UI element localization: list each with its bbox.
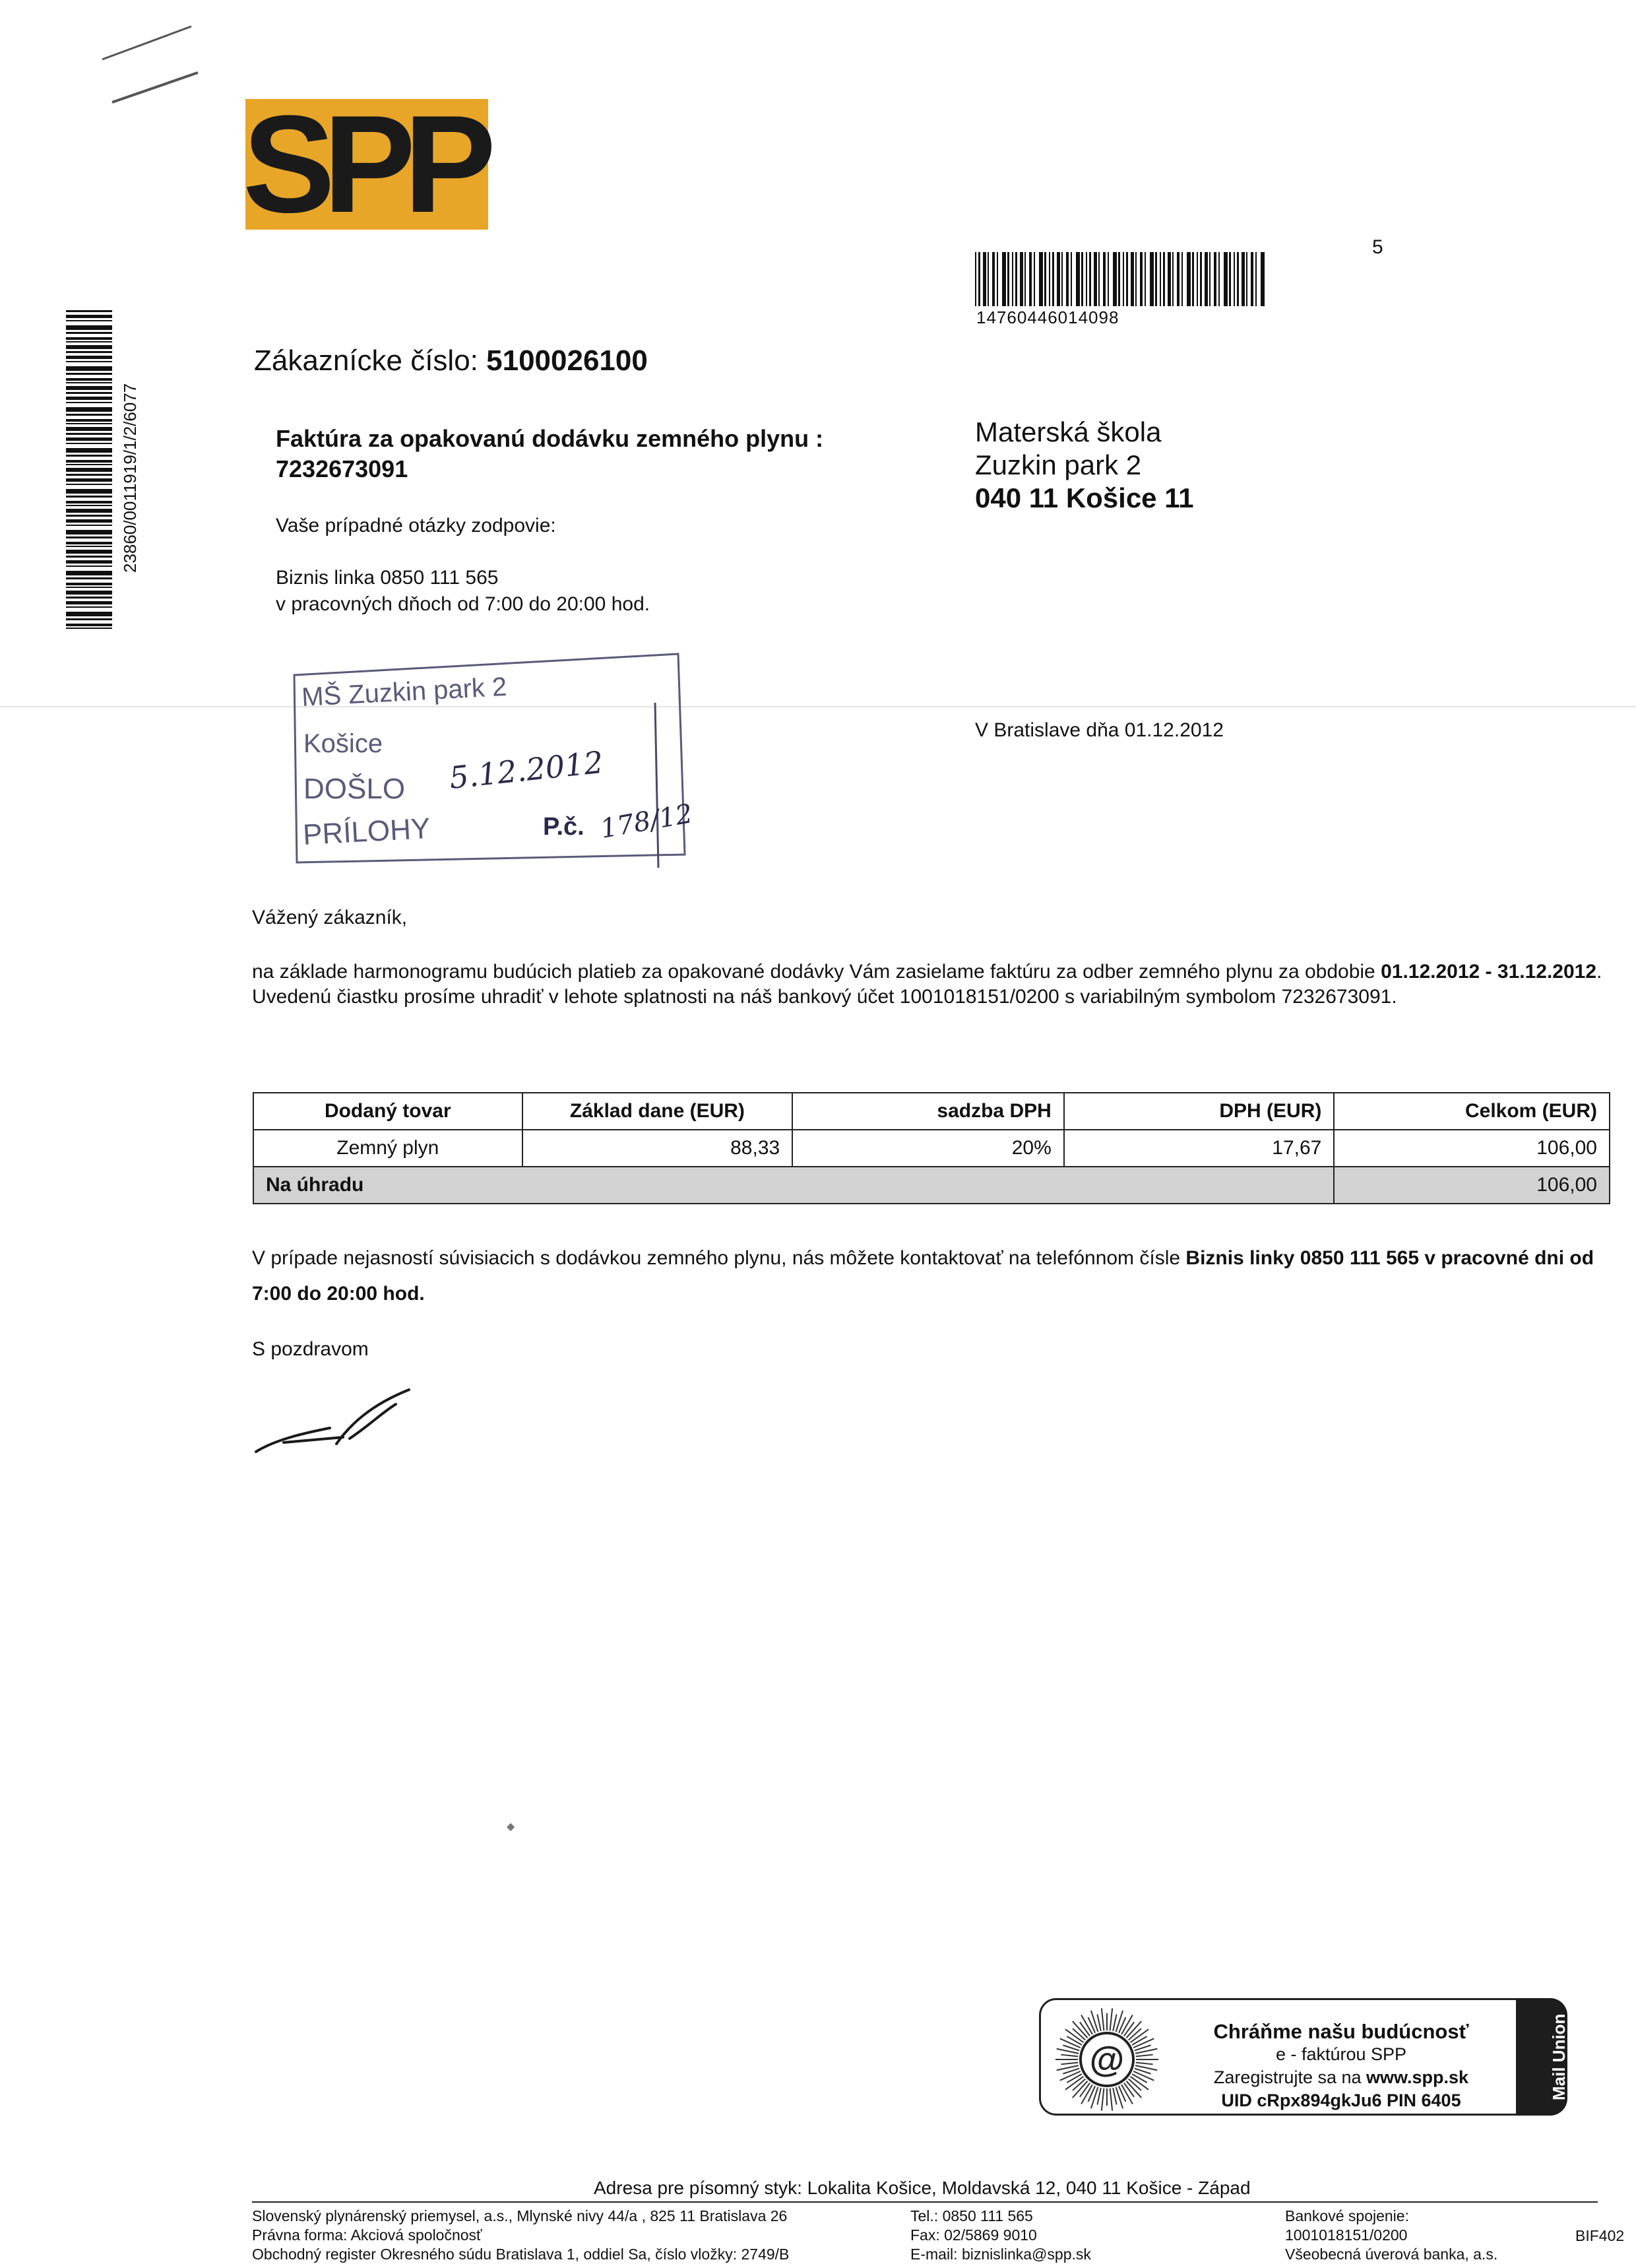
spp-logo xyxy=(242,86,488,242)
footer-address: Adresa pre písomný styk: Lokalita Košice, Moldavská 12, 040 11 Košice - Západ xyxy=(594,2178,1251,2198)
stamp-date-handwritten: 5.12.2012 xyxy=(447,744,605,796)
barcode-number: 14760446014098 xyxy=(976,308,1119,327)
table-header-row xyxy=(253,1093,1610,1130)
footer-bank xyxy=(1285,2207,1497,2264)
table-row xyxy=(253,1130,1610,1167)
promo-line-3 xyxy=(1199,2066,1483,2089)
addressee-street: Zuzkin park 2 xyxy=(975,449,1142,480)
contact-paragraph xyxy=(252,1241,1604,1312)
col-total: Celkom (EUR) xyxy=(1334,1093,1610,1130)
invoice-title-block xyxy=(276,424,823,484)
greeting: Vážený zákazník, xyxy=(252,907,408,928)
promo-line-1: Chráňme našu budúcnosť xyxy=(1213,2020,1469,2043)
mail-union-badge xyxy=(1516,1998,1567,2116)
customer-number-label: Zákaznícke číslo: xyxy=(254,344,478,377)
footer-contacts xyxy=(910,2207,1091,2264)
cell-total: 106,00 xyxy=(1334,1130,1610,1167)
body-text xyxy=(252,959,1611,1010)
page-number: 5 xyxy=(1372,236,1383,258)
questions-label: Vaše prípadné otázky zodpovie: xyxy=(276,515,556,536)
regards: S pozdravom xyxy=(252,1338,369,1360)
barcode-horizontal xyxy=(975,252,1265,306)
billing-period: 01.12.2012 - 31.12.2012 xyxy=(1381,961,1597,983)
scan-fold-line xyxy=(0,706,1636,707)
promo-register-text: Zaregistrujte sa na xyxy=(1213,2067,1362,2087)
promo-line-4 xyxy=(1199,2089,1483,2112)
total-value: 106,00 xyxy=(1334,1167,1610,1204)
footer-bank-name: Všeobecná úverová banka, a.s. xyxy=(1285,2246,1498,2263)
mail-union-text: Mail Union xyxy=(1549,2013,1569,2100)
stamp-line-2: Košice xyxy=(303,729,383,758)
body-paragraph-1: na základe harmonogramu budúcich platieb za opakované dodávky Vám zasielame faktúru za odber zemného plynu za obdobie 01.12.2012 - 31.12.2012. xyxy=(252,961,1602,983)
promo-url: www.spp.sk xyxy=(1366,2067,1469,2087)
footer-company-line-2: Právna forma: Akciová spoločnosť xyxy=(252,2226,482,2244)
table-total-row xyxy=(253,1167,1610,1204)
col-tax-base: Základ dane (EUR) xyxy=(522,1093,793,1130)
contact-bold: Biznis linky 0850 111 565 v pracovné dni od 7:00 do 20:00 hod. xyxy=(252,1247,1594,1305)
barcode-vertical xyxy=(66,310,112,633)
scan-dot: ◆ xyxy=(507,1821,515,1832)
invoice-title: Faktúra za opakovanú dodávku zemného plynu : xyxy=(276,425,824,452)
footer-company-line-3: Obchodný register Okresného súdu Bratislava 1, oddiel Sa, číslo vložky: 2749/B xyxy=(252,2246,790,2263)
body-p1-text: na základe harmonogramu budúcich platieb za opakované dodávky Vám zasielame faktúru za odber zemného plynu za obdobie xyxy=(252,961,1375,983)
date-line: V Bratislave dňa 01.12.2012 xyxy=(975,719,1224,741)
addressee-name: Materská škola xyxy=(975,416,1162,447)
footer-divider xyxy=(252,2201,1598,2203)
footer-fax: Fax: 02/5869 9010 xyxy=(910,2226,1037,2244)
invoice-table xyxy=(253,1092,1610,1204)
stamp-pc-handwritten: 178/12 xyxy=(598,798,695,845)
e-invoice-promo-box xyxy=(1039,1998,1567,2116)
cell-vat: 17,67 xyxy=(1064,1130,1335,1167)
footer-bank-account: 1001018151/0200 xyxy=(1285,2226,1408,2244)
cell-goods: Zemný plyn xyxy=(253,1130,522,1167)
col-vat-rate: sadzba DPH xyxy=(792,1093,1064,1130)
total-label: Na úhradu xyxy=(253,1167,1334,1204)
footer-form-code: BIF402 xyxy=(1575,2227,1625,2244)
scan-mark-lines xyxy=(99,20,204,106)
footer-email: E-mail: biznislinka@spp.sk xyxy=(910,2246,1091,2263)
footer-bank-label: Bankové spojenie: xyxy=(1285,2207,1409,2224)
logo-text: SPP xyxy=(242,86,485,242)
received-stamp xyxy=(289,650,698,874)
stamp-line-1: MŠ Zuzkin park 2 xyxy=(301,672,508,712)
addressee-city: 040 11 Košice 11 xyxy=(975,482,1194,513)
hotline-block xyxy=(276,565,650,618)
col-goods: Dodaný tovar xyxy=(253,1093,522,1130)
col-vat: DPH (EUR) xyxy=(1064,1093,1335,1130)
addressee-block xyxy=(975,416,1194,515)
contact-text: V prípade nejasností súvisiacich s dodávkou zemného plynu, nás môžete kontaktovať na telefónnom čísle xyxy=(252,1247,1181,1269)
stamp-line-3: DOŠLO xyxy=(303,773,406,805)
vertical-barcode-number: 23860/0011919/1/2/6077 xyxy=(120,383,140,573)
promo-line-2: e - faktúrou SPP xyxy=(1275,2044,1407,2064)
signature xyxy=(251,1386,422,1458)
hotline-hours: v pracovných dňoch od 7:00 do 20:00 hod. xyxy=(276,593,650,615)
footer-company-line-1: Slovenský plynárenský priemysel, a.s., Mlynské nivy 44/a , 825 11 Bratislava 26 xyxy=(252,2207,788,2224)
promo-text xyxy=(1199,2020,1483,2112)
at-sign-sunflower-icon xyxy=(1054,2007,1160,2112)
stamp-line-4: PRÍLOHY xyxy=(301,812,431,851)
hotline-number: Biznis linka 0850 111 565 xyxy=(276,567,499,589)
customer-number: 5100026100 xyxy=(486,344,648,377)
body-paragraph-2: Uvedenú čiastku prosíme uhradiť v lehote splatnosti na náš bankový účet 1001018151/0200 s variabilným symbolom 7232673091. xyxy=(252,986,1397,1008)
footer-company-info xyxy=(252,2207,789,2264)
promo-credentials: UID cRpx894gkJu6 PIN 6405 xyxy=(1221,2090,1461,2110)
stamp-pc-label: P.č. xyxy=(543,813,584,841)
invoice-number: 7232673091 xyxy=(276,455,408,482)
cell-vat-rate: 20% xyxy=(792,1130,1064,1167)
svg-text:@: @ xyxy=(1089,2040,1125,2079)
cell-tax-base: 88,33 xyxy=(522,1130,793,1167)
footer-tel: Tel.: 0850 111 565 xyxy=(910,2207,1033,2224)
customer-number-line xyxy=(254,344,648,377)
